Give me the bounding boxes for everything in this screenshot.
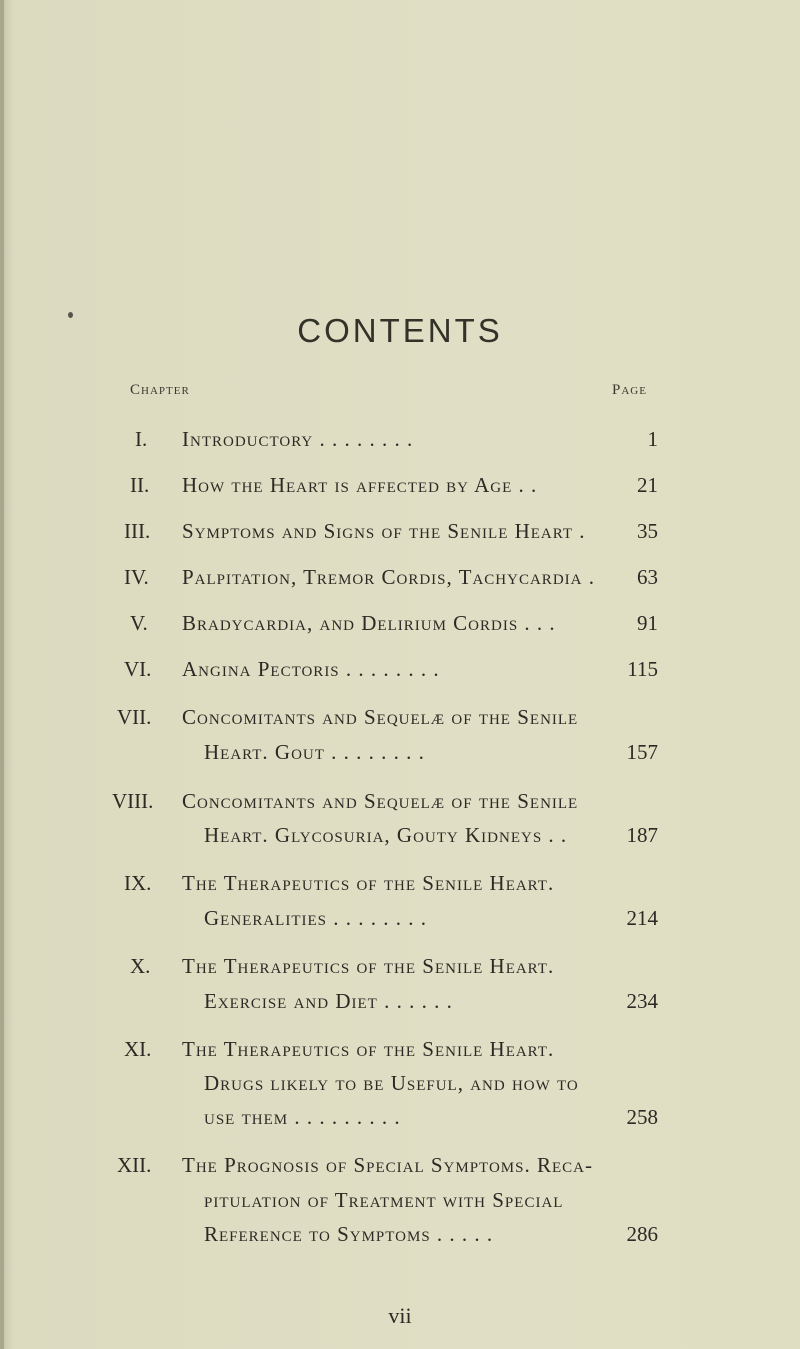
page-number: 91 bbox=[637, 611, 658, 635]
chapter-title-line: The Prognosis of Special Symptoms. Reca- bbox=[182, 1153, 593, 1177]
chapter-number: VII. bbox=[117, 705, 152, 729]
chapter-title-line: Concomitants and Sequelæ of the Senile bbox=[182, 705, 579, 729]
chapter-title-line: Heart. Gout . . . . . . . . bbox=[204, 740, 425, 764]
chapter-title-line: Generalities . . . . . . . . bbox=[204, 906, 427, 930]
chapter-title-line: How the Heart is affected by Age . . bbox=[182, 473, 538, 497]
chapter-title-line: Heart. Glycosuria, Gouty Kidneys . . bbox=[204, 823, 568, 847]
chapter-number: III. bbox=[124, 519, 151, 543]
chapter-title-line: Exercise and Diet . . . . . . bbox=[204, 989, 453, 1013]
chapter-number: XII. bbox=[117, 1153, 152, 1177]
chapter-number: IX. bbox=[124, 871, 152, 895]
chapter-number: V. bbox=[130, 611, 148, 635]
chapter-number: VIII. bbox=[112, 789, 154, 813]
chapter-title-line: pitulation of Treatment with Special bbox=[204, 1188, 564, 1212]
chapter-number: X. bbox=[130, 954, 151, 978]
chapter-title-line: Concomitants and Sequelæ of the Senile bbox=[182, 789, 579, 813]
page-number: 1 bbox=[647, 427, 658, 451]
page-number: 234 bbox=[626, 989, 658, 1013]
page-number: 286 bbox=[626, 1222, 658, 1246]
page-number: 63 bbox=[637, 565, 658, 589]
chapter-number: I. bbox=[135, 427, 148, 451]
page-number: 35 bbox=[637, 519, 658, 543]
page-number: 115 bbox=[627, 657, 658, 681]
page-number: 258 bbox=[626, 1105, 658, 1129]
page-number: 157 bbox=[626, 740, 658, 764]
page-title: CONTENTS bbox=[297, 312, 503, 349]
chapter-title-line: Symptoms and Signs of the Senile Heart . bbox=[182, 519, 586, 543]
chapter-title-line: The Therapeutics of the Senile Heart. bbox=[182, 1037, 555, 1061]
chapter-title-line: Bradycardia, and Delirium Cordis . . . bbox=[182, 611, 556, 635]
page-edge bbox=[0, 0, 4, 1349]
chapter-number: IV. bbox=[124, 565, 149, 589]
chapter-title-line: The Therapeutics of the Senile Heart. bbox=[182, 954, 555, 978]
page-number: 21 bbox=[637, 473, 658, 497]
chapter-title-line: Introductory . . . . . . . . bbox=[182, 427, 414, 451]
chapter-title-line: use them . . . . . . . . . bbox=[204, 1105, 401, 1129]
chapter-title-line: The Therapeutics of the Senile Heart. bbox=[182, 871, 555, 895]
page-number: 214 bbox=[626, 906, 658, 930]
chapter-title-line: Angina Pectoris . . . . . . . . bbox=[182, 657, 440, 681]
page-number: 187 bbox=[626, 823, 658, 847]
chapter-title-line: Palpitation, Tremor Cordis, Tachycardia . bbox=[182, 565, 595, 589]
chapter-number: XI. bbox=[124, 1037, 152, 1061]
chapter-title-line: Reference to Symptoms . . . . . bbox=[204, 1222, 494, 1246]
chapter-number: II. bbox=[130, 473, 150, 497]
page-folio: vii bbox=[388, 1303, 412, 1328]
page-column-header: Page bbox=[612, 382, 647, 398]
chapter-title-line: Drugs likely to be Useful, and how to bbox=[204, 1071, 579, 1095]
chapter-column-header: Chapter bbox=[130, 382, 190, 398]
chapter-number: VI. bbox=[124, 657, 152, 681]
